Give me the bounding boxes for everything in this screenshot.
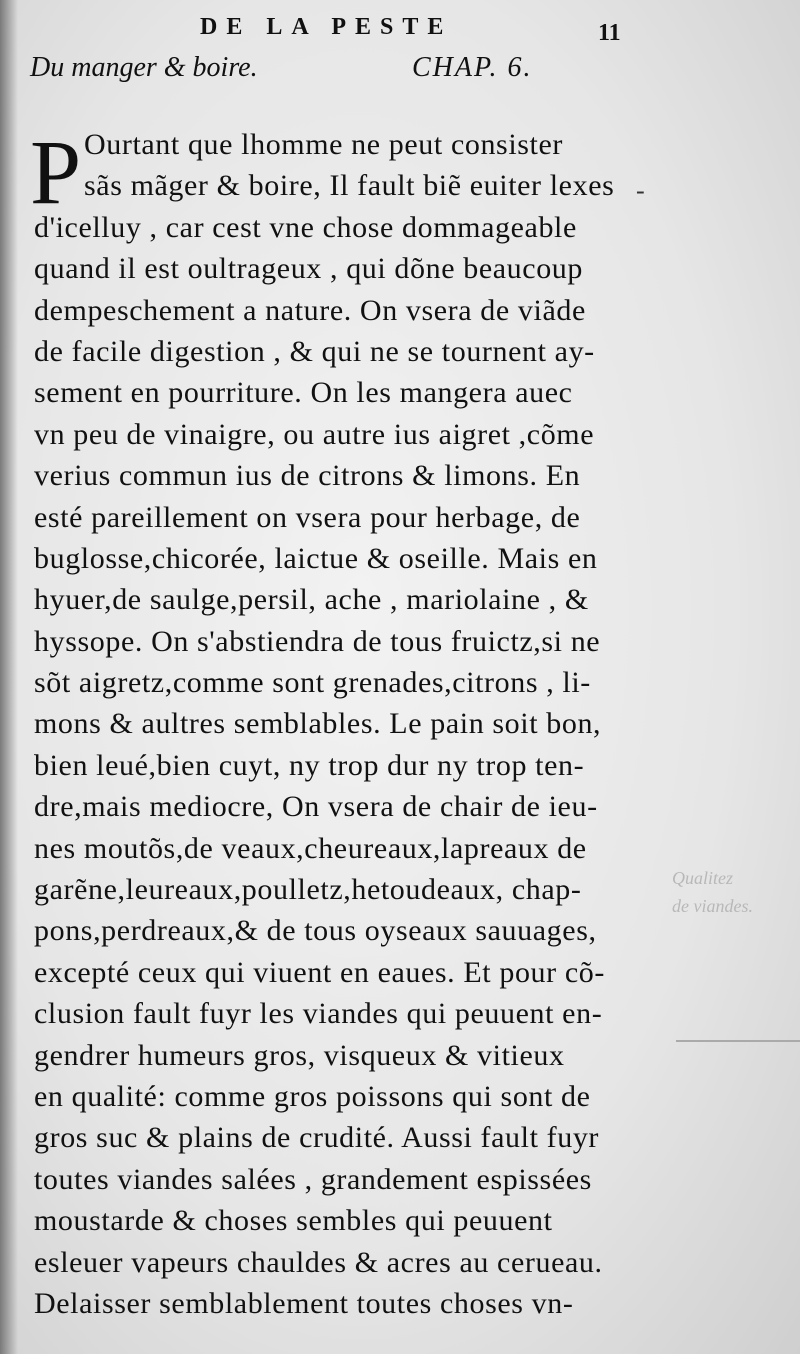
- text-line: sement en pourriture. On les mangera auec: [34, 376, 573, 410]
- text-line: mons & aultres semblables. Le pain soit bon,: [34, 707, 602, 741]
- text-line: en qualité: comme gros poissons qui sont de: [34, 1079, 591, 1113]
- margin-dash: -: [636, 176, 645, 205]
- chapter-subject: Du manger & boire.: [30, 52, 258, 83]
- text-line: esleuer vapeurs chauldes & acres au cerueau.: [34, 1245, 603, 1279]
- text-line: sãs mãger & boire, Il fault biẽ euiter lexes: [84, 169, 615, 203]
- margin-note: [672, 864, 800, 920]
- margin-note-line: Qualitez: [672, 868, 733, 888]
- text-line: garẽne,leureaux,poulletz,hetoudeaux, chap-: [34, 873, 582, 907]
- text-line: de facile digestion , & qui ne se tournent ay-: [34, 334, 595, 368]
- text-line: dempeschement a nature. On vsera de viãde: [34, 293, 586, 327]
- text-line: pons,perdreaux,& de tous oyseaux sauuages,: [34, 914, 597, 948]
- running-head: [0, 14, 800, 44]
- text-line: dre,mais mediocre, On vsera de chair de ieu-: [34, 790, 598, 824]
- text-line: toutes viandes salées , grandement espissées: [34, 1162, 592, 1196]
- text-line: hyuer,de saulge,persil, ache , mariolaine , &: [34, 583, 589, 617]
- text-line: esté pareillement on vsera pour herbage, de: [34, 500, 581, 534]
- text-line: clusion fault fuyr les viandes qui peuuent en-: [34, 997, 603, 1031]
- margin-rule: [676, 1040, 800, 1042]
- text-line: Ourtant que lhomme ne peut consister: [84, 128, 563, 161]
- text-line: gendrer humeurs gros, visqueux & vitieux: [34, 1038, 565, 1072]
- text-line: d'icelluy , car cest vne chose dommageable: [34, 210, 577, 244]
- text-line: quand il est oultrageux , qui dõne beaucoup: [34, 252, 583, 286]
- drop-cap: P: [30, 121, 82, 223]
- body-text: [30, 121, 654, 1324]
- chapter-number: CHAP. 6.: [412, 52, 533, 83]
- text-line: excepté ceux qui viuent en eaues. Et pour cõ-: [34, 955, 605, 989]
- text-line: vn peu de vinaigre, ou autre ius aigret ,cõme: [34, 417, 595, 451]
- text-line: gros suc & plains de crudité. Aussi fault fuyr: [34, 1121, 600, 1155]
- text-line: bien leué,bien cuyt, ny trop dur ny trop ten-: [34, 748, 585, 782]
- text-line: Delaisser semblablement toutes choses vn-: [34, 1286, 574, 1320]
- text-line: buglosse,chicorée, laictue & oseille. Mais en: [34, 541, 598, 575]
- text-line: sõt aigretz,comme sont grenades,citrons , li-: [34, 666, 591, 700]
- text-line: nes moutõs,de veaux,cheureaux,lapreaux de: [34, 831, 587, 865]
- margin-note-line: de viandes.: [672, 896, 753, 916]
- running-title: DE LA PESTE: [200, 14, 453, 40]
- folio-number: 11: [598, 20, 621, 46]
- gutter-shadow: [0, 0, 18, 1354]
- chapter-heading: [0, 52, 800, 88]
- text-line: verius commun ius de citrons & limons. En: [34, 459, 581, 493]
- text-line: hyssope. On s'abstiendra de tous fruictz,si ne: [34, 624, 601, 658]
- text-line: moustarde & choses sembles qui peuuent: [34, 1204, 553, 1238]
